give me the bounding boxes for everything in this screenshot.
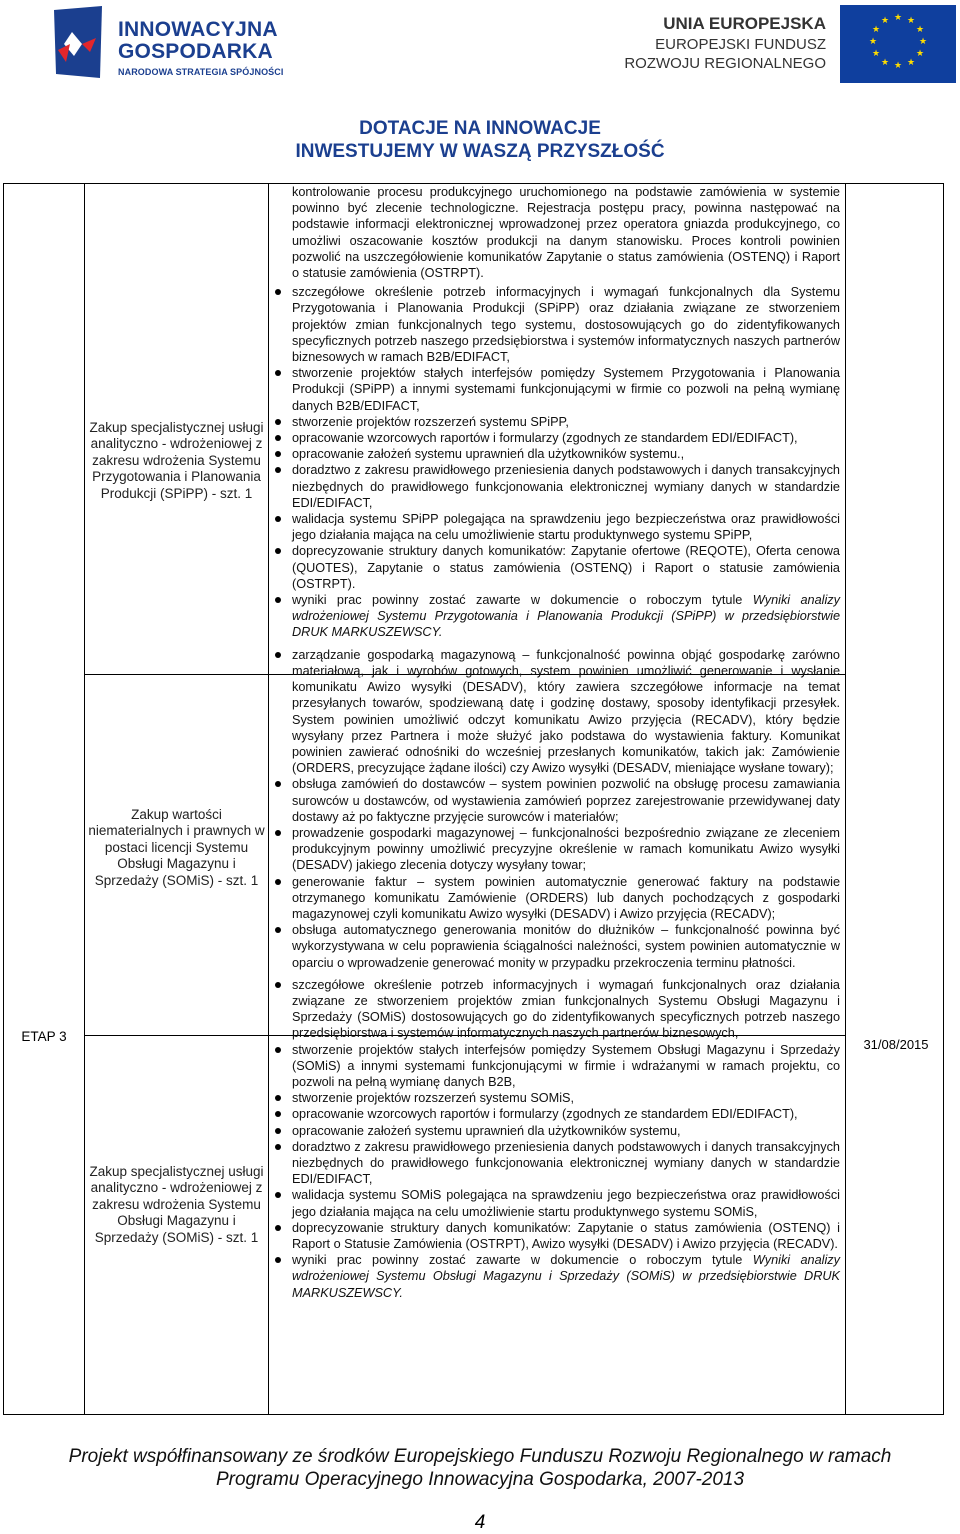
deadline-date: 31/08/2015 [863, 1037, 929, 1052]
list-item: doprecyzowanie struktury danych komunikatów: Zapytanie o status zamówienia (OSTENQ) i Raport o Statusie Zamówienia (OSTRPT), Awizo wysyłki (DESADV) i Awizo przyjęcia (RECADV). [270, 1220, 840, 1252]
list-item [270, 1252, 840, 1301]
list-item [270, 592, 840, 641]
list-item: stworzenie projektów stałych interfejsów pomiędzy Systemem Przygotowania i Planowania Produkcji (SPiPP) a innymi systemami funkcjonującymi w firmie co pozwoli na pełną wymianę danych B2B/EDIFACT, [270, 365, 840, 414]
logo-text-line2: GOSPODARKA [118, 40, 273, 63]
logo-text-line3: NARODOWA STRATEGIA SPÓJNOŚCI [118, 67, 284, 77]
list-item: stworzenie projektów rozszerzeń systemu SOMiS, [270, 1090, 840, 1106]
eu-text-line2: EUROPEJSKI FUNDUSZ [655, 36, 826, 53]
list-item: obsługa automatycznego generowania monitów do dłużników – funkcjonalność powinna być wykorzystywana w celu poprawienia ściągalności należności, system powinien automatycznie w oparciu o wprowadzenie generować monity w przypadku przekroczenia terminu płatności. [270, 922, 840, 971]
footer-cofinancing-line1: Projekt współfinansowany ze środków Europejskiego Funduszu Rozwoju Regionalnego w ramach [68, 1446, 892, 1467]
list-item: zarządzanie gospodarką magazynową – funkcjonalność powinna objąć gospodarkę zarówno materiałową, jak i wyrobów gotowych, system powinien umożliwić generowanie i wysłanie komunikatu Awizo wysyłki (DESADV), który zawiera szczegółowe informacje na temat przesyłanych towarów, spodziewaną datę i godzinę dostawy, sposoby identyfikacji przesyłek. System powinien umożliwić odczyt komunikatu Awizo przyjęcia (RECADV), który będzie wysyłany przez Partnera i może służyć jako podstawa do wystawienia faktury. Komunikat powinien zawierać odnośniki do wcześniej przesłanych komunikatów, takich jak: Zamówienie (ORDERS, precyzujące żądane ilości) czy Awizo wysyłki (DESADV, mieniające wysłane towary); [270, 647, 840, 777]
eu-text-line3: ROZWOJU REGIONALNEGO [624, 55, 826, 72]
svg-text:★: ★ [880, 58, 890, 68]
somis-service-list [270, 977, 840, 1301]
header-title-line2: INWESTUJEMY W WASZĄ PRZYSZŁOŚĆ [295, 141, 665, 162]
list-item: opracowanie wzorcowych raportów i formularzy (zgodnych ze standardem EDI/EDIFACT), [270, 430, 840, 446]
list-item: generowanie faktur – system powinien automatycznie generować faktury na podstawie otrzymanego komunikatu Zamówienie (ORDERS) lub danych pochodzących z gospodarki magazynowej czyli komunikatu Awizo wysyłki (DESADV) i Awizo przyjęcia (RECADV); [270, 874, 840, 923]
svg-text:★: ★ [880, 16, 890, 26]
table-divider [268, 184, 269, 1414]
somis-license-list [270, 647, 840, 971]
list-item: szczegółowe określenie potrzeb informacyjnych i wymagań funkcjonalnych dla Systemu Przygotowania i Planowania Produkcji (SPiPP) oraz działania związane ze stworzeniem projektów zmian funkcjonalnych tego systemu, dostosowujących go do zidentyfikowanych specyficznych potrzeb naszego przedsiębiorstwa i systemów informatycznych naszych partnerów biznesowych w ramach B2B/EDIFACT, [270, 284, 840, 365]
stage-label: ETAP 3 [21, 1029, 67, 1044]
svg-text:★: ★ [915, 49, 925, 59]
innowacyjna-gospodarka-logo [52, 4, 302, 84]
list-item: doradztwo z zakresu prawidłowego przeniesienia danych podstawowych i danych transakcyjnych niezbędnych do prawidłowego funkcjonowania elektronicznej wymiany danych w standardzie EDI/EDIFACT, [270, 1139, 840, 1188]
innowacyjna-gospodarka-logo-icon [52, 4, 104, 80]
list-item: doradztwo z zakresu prawidłowego przeniesienia danych podstawowych i danych transakcyjnych niezbędnych do prawidłowego funkcjonowania elektronicznej wymiany danych w standardzie EDI/EDIFACT, [270, 462, 840, 511]
svg-text:★: ★ [871, 25, 881, 35]
list-item: opracowanie założeń systemu uprawnień dla użytkowników systemu, [270, 1123, 840, 1139]
svg-text:★: ★ [915, 25, 925, 35]
list-item: walidacja systemu SPiPP polegająca na sprawdzeniu jego bezpieczeństwa oraz prawidłowości jego działania mająca na celu umożliwienie startu produktynwego systemu SPiPP, [270, 511, 840, 543]
task-scope-content [270, 184, 840, 1301]
task-description: Zakup wartości niematerialnych i prawnych w postaci licencji Systemu Obsługi Magazynu i Sprzedaży (SOMiS) - szt. 1 [88, 807, 265, 888]
page-number: 4 [474, 1512, 486, 1533]
svg-text:★: ★ [918, 37, 928, 47]
list-item: opracowanie wzorcowych raportów i formularzy (zgodnych ze standardem EDI/EDIFACT), [270, 1106, 840, 1122]
svg-text:★: ★ [906, 58, 916, 68]
svg-text:★: ★ [868, 37, 878, 47]
logo-text-line1: INNOWACYJNA [118, 18, 278, 41]
svg-text:★: ★ [893, 61, 903, 71]
scope-intro-paragraph: kontrolowanie procesu produkcyjnego uruchomionego na podstawie zamówienia w systemie powinno być zlecenie technologiczne. Rejestracja postępu pracy, powinna następować na podstawie informacji elektronicznej wprowadzonej przez operatora gniazda produkcyjnego, co umożliwi oszacowanie kosztów produkcji na danym stanowisku. Proces kontroli powinien pozwolić na uszczegółowienie komunikatów Zapytanie o status zamówienia (OSTENQ) i Raport o statusie zamówienia (OSTRPT). [292, 185, 840, 281]
result-document-title: Wyniki analizy wdrożeniowej Systemu Obsługi Magazynu i Sprzedaży (SOMiS) w przedsiębiorstwie DRUK MARKUSZEWSCY. [292, 1253, 840, 1300]
result-text: wyniki prac powinny zostać zawarte w dokumencie o roboczym tytule [292, 1253, 753, 1268]
spipp-scope-list [270, 284, 840, 640]
svg-text:★: ★ [871, 49, 881, 59]
eu-logo [624, 10, 958, 88]
footer-cofinancing-line2: Programu Operacyjnego Innowacyjna Gospodarka, 2007-2013 [215, 1469, 745, 1490]
table-divider [845, 184, 846, 1414]
result-text: wyniki prac powinny zostać zawarte w dokumencie o roboczym tytule [292, 593, 753, 608]
result-document-title: Wyniki analizy wdrożeniowej Systemu Przygotowania i Planowania Produkcji (SPiPP) w przedsiębiorstwie DRUK MARKUSZEWSCY. [292, 593, 840, 640]
header-title-line1: DOTACJE NA INNOWACJE [359, 118, 601, 139]
list-item: opracowanie założeń systemu uprawnień dla użytkowników systemu., [270, 446, 840, 462]
task-description: Zakup specjalistycznej usługi analityczno - wdrożeniowej z zakresu wdrożenia Systemu Przygotowania i Planowania Produkcji (SPiPP) - szt. 1 [89, 420, 264, 501]
list-item: szczegółowe określenie potrzeb informacyjnych i wymagań funkcjonalnych oraz działania związane ze stworzeniem projektów zmian funkcjonalnych Systemu Obsługi Magazynu i Sprzedaży (SOMiS) dostosowujących go do zidentyfikowanych specyficznych potrzeb naszego przedsiębiorstwa i systemów informatycznych naszych partnerów biznesowych, [270, 977, 840, 1042]
list-item: prowadzenie gospodarki magazynowej – funkcjonalności bezpośrednio związane ze zleceniem produkcyjnym powinny umożliwić precyzyjne określenie w ramach komunikatu Awizo wysyłki (DESADV) jakiego zlecenia dotyczy wysyłany towar; [270, 825, 840, 874]
eu-flag-icon [840, 5, 956, 83]
list-item: doprecyzowanie struktury danych komunikatów: Zapytanie ofertowe (REQOTE), Oferta cenowa (QUOTES), Zapytanie o status zamówienia (OSTENQ) i Raport o statusie zamówienia (OSTRPT). [270, 543, 840, 592]
svg-text:★: ★ [893, 13, 903, 23]
svg-text:★: ★ [906, 16, 916, 26]
list-item: stworzenie projektów rozszerzeń systemu SPiPP, [270, 414, 840, 430]
task-description: Zakup specjalistycznej usługi analityczno - wdrożeniowej z zakresu wdrożenia Systemu Obsługi Magazynu i Sprzedaży (SOMiS) - szt. 1 [89, 1164, 264, 1245]
schedule-table [3, 183, 944, 1415]
eu-text-line1: UNIA EUROPEJSKA [663, 14, 826, 33]
list-item: stworzenie projektów stałych interfejsów pomiędzy Systemem Obsługi Magazynu i Sprzedaży (SOMiS) a innymi systemami funkcjonującymi w firmie i wdrażanymi w ramach projektu, co pozwoli na pełną wymianę danych B2B, [270, 1042, 840, 1091]
list-item: walidacja systemu SOMiS polegająca na sprawdzeniu jego bezpieczeństwa oraz prawidłowości jego działania mająca na celu umożliwienie startu produktynwego systemu SOMiS, [270, 1187, 840, 1219]
list-item: obsługa zamówień do dostawców – system powinien pozwolić na obsługę procesu zamawiania surowców u dostawców, od wystawienia zamówień poprzez zarejestrowanie przewidywanej daty dostawy aż po faktyczne przyjęcie surowców i materiałów; [270, 776, 840, 825]
